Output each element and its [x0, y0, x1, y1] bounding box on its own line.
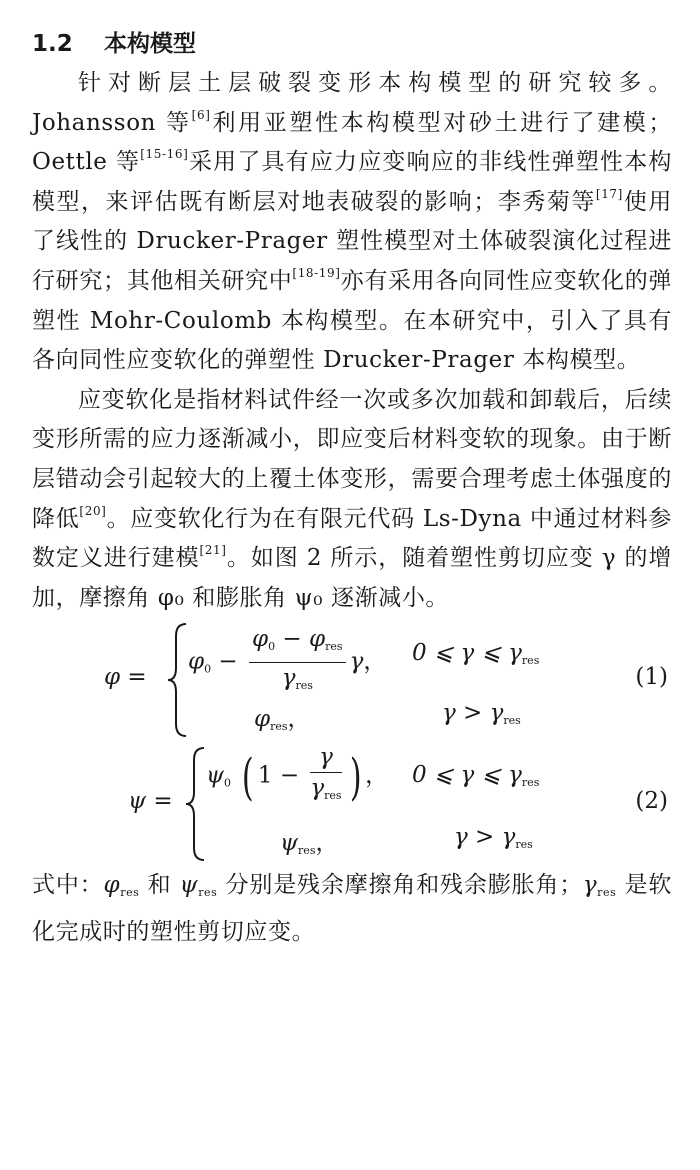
text-span: 。应变软化行为在有限元代码 Ls-Dyna 中通过材料参数定义进行建模	[32, 505, 672, 572]
symbol: ψ	[179, 872, 199, 899]
equation-case-1	[206, 744, 388, 809]
section-title: 本构模型	[104, 31, 196, 57]
text-span: 是软化完成时的塑性剪切应变。	[32, 872, 672, 945]
subscript: 0	[204, 662, 212, 676]
citation: [6]	[191, 107, 211, 122]
equation-case-2	[280, 824, 338, 857]
paragraph-constitutive-models	[32, 64, 672, 381]
punctuation: ，	[363, 648, 387, 675]
subscript: 0	[224, 776, 232, 790]
subscript: res	[270, 720, 288, 734]
subscript: res	[521, 776, 540, 790]
subscript: res	[325, 640, 343, 654]
equation-condition-2	[442, 700, 521, 727]
symbol: γ	[310, 775, 325, 802]
symbol: ψ	[206, 762, 225, 789]
symbol: ψ	[280, 830, 299, 857]
text-span: 分别是残余摩擦角和残余膨胀角；	[217, 872, 583, 899]
equation-lhs: φ =	[104, 664, 147, 691]
text-span: 。如图 2 所示，随着塑性剪切应变 γ 的增加，摩擦角 φ₀ 和膨胀角 ψ₀ 逐渐减小。	[32, 545, 672, 611]
citation: [15-16]	[140, 147, 189, 162]
subscript: res	[120, 886, 140, 900]
equation-condition-2	[454, 824, 533, 851]
equation-lhs: ψ =	[128, 788, 173, 815]
symbol: γ	[319, 744, 333, 771]
citation: [21]	[199, 543, 227, 558]
text-span: 和	[139, 872, 180, 899]
citation: [17]	[595, 186, 623, 201]
left-brace-icon	[184, 746, 206, 862]
equation-2	[32, 742, 672, 866]
symbol: φ	[254, 706, 271, 733]
symbol: γ	[582, 872, 598, 899]
paragraph-strain-softening	[32, 381, 672, 619]
condition-text: γ > γ	[454, 824, 516, 851]
right-paren-icon: )	[349, 747, 362, 806]
operator: −	[275, 626, 310, 653]
subscript: res	[295, 679, 313, 693]
subscript: res	[521, 654, 540, 668]
text-span: 采用了具有应力应变响应的非线性弹塑性本构模型，来评估既有断层对地表破裂的影响；李秀菊等	[32, 149, 673, 215]
paragraph-symbol-definitions	[32, 866, 672, 952]
text-span: 式中：	[32, 872, 104, 899]
text-span: 利用亚塑性本构模型对砂土进行了建模；Oettle 等	[32, 109, 672, 176]
condition-text: γ > γ	[442, 700, 504, 727]
equation-condition-1	[412, 762, 539, 789]
text-span: 针对断层土层破裂变形本构模型的研究较多。Johansson 等	[32, 70, 672, 136]
symbol: φ	[188, 648, 205, 675]
subscript: res	[597, 886, 617, 900]
punctuation: ，	[287, 706, 311, 733]
subscript: 0	[268, 640, 276, 654]
subscript: res	[198, 886, 218, 900]
fraction	[249, 626, 346, 699]
fraction	[310, 744, 341, 809]
text-span: 使用了线性的 Drucker-Prager 塑性模型对土体破裂演化过程进行研究；其他相关研究中	[32, 188, 672, 294]
section-heading	[32, 24, 672, 64]
section-number: 1.2	[32, 31, 73, 57]
symbol: φ	[103, 872, 121, 899]
symbol: φ	[252, 626, 269, 653]
condition-text: 0 ⩽ γ ⩽ γ	[412, 762, 522, 789]
subscript: res	[515, 838, 533, 852]
text-span: 应变软化是指材料试件经一次或多次加载和卸载后，后续变形所需的应力逐渐减小，即应变后材料变软的现象。由于断层错动会引起较大的上覆土体变形，需要合理考虑土体强度的降低	[32, 386, 672, 532]
equation-1	[32, 618, 672, 742]
symbol: γ	[349, 648, 364, 675]
citation: [20]	[79, 503, 107, 518]
symbol: φ	[309, 626, 326, 653]
equation-case-1	[188, 626, 386, 699]
operator-text: 1 −	[257, 762, 300, 789]
condition-text: 0 ⩽ γ ⩽ γ	[412, 640, 522, 667]
left-brace-icon	[166, 622, 188, 738]
equation-number: (2)	[635, 788, 668, 815]
equation-condition-1	[412, 640, 539, 667]
punctuation: ，	[365, 762, 389, 789]
page	[32, 24, 672, 953]
punctuation: ，	[315, 830, 339, 857]
text-span: 亦有采用各向同性应变软化的弹塑性 Mohr-Coulomb 本构模型。在本研究中，引入了具有各向同性应变软化的弹塑性 Drucker-Prager 本构模型。	[32, 267, 672, 374]
symbol: γ	[281, 665, 296, 692]
equation-case-2	[254, 700, 311, 733]
subscript: res	[503, 714, 521, 728]
equation-number: (1)	[635, 664, 668, 691]
subscript: res	[298, 844, 316, 858]
subscript: res	[324, 789, 342, 803]
left-paren-icon: (	[242, 747, 254, 806]
operator: −	[218, 648, 238, 675]
citation: [18-19]	[292, 265, 341, 280]
